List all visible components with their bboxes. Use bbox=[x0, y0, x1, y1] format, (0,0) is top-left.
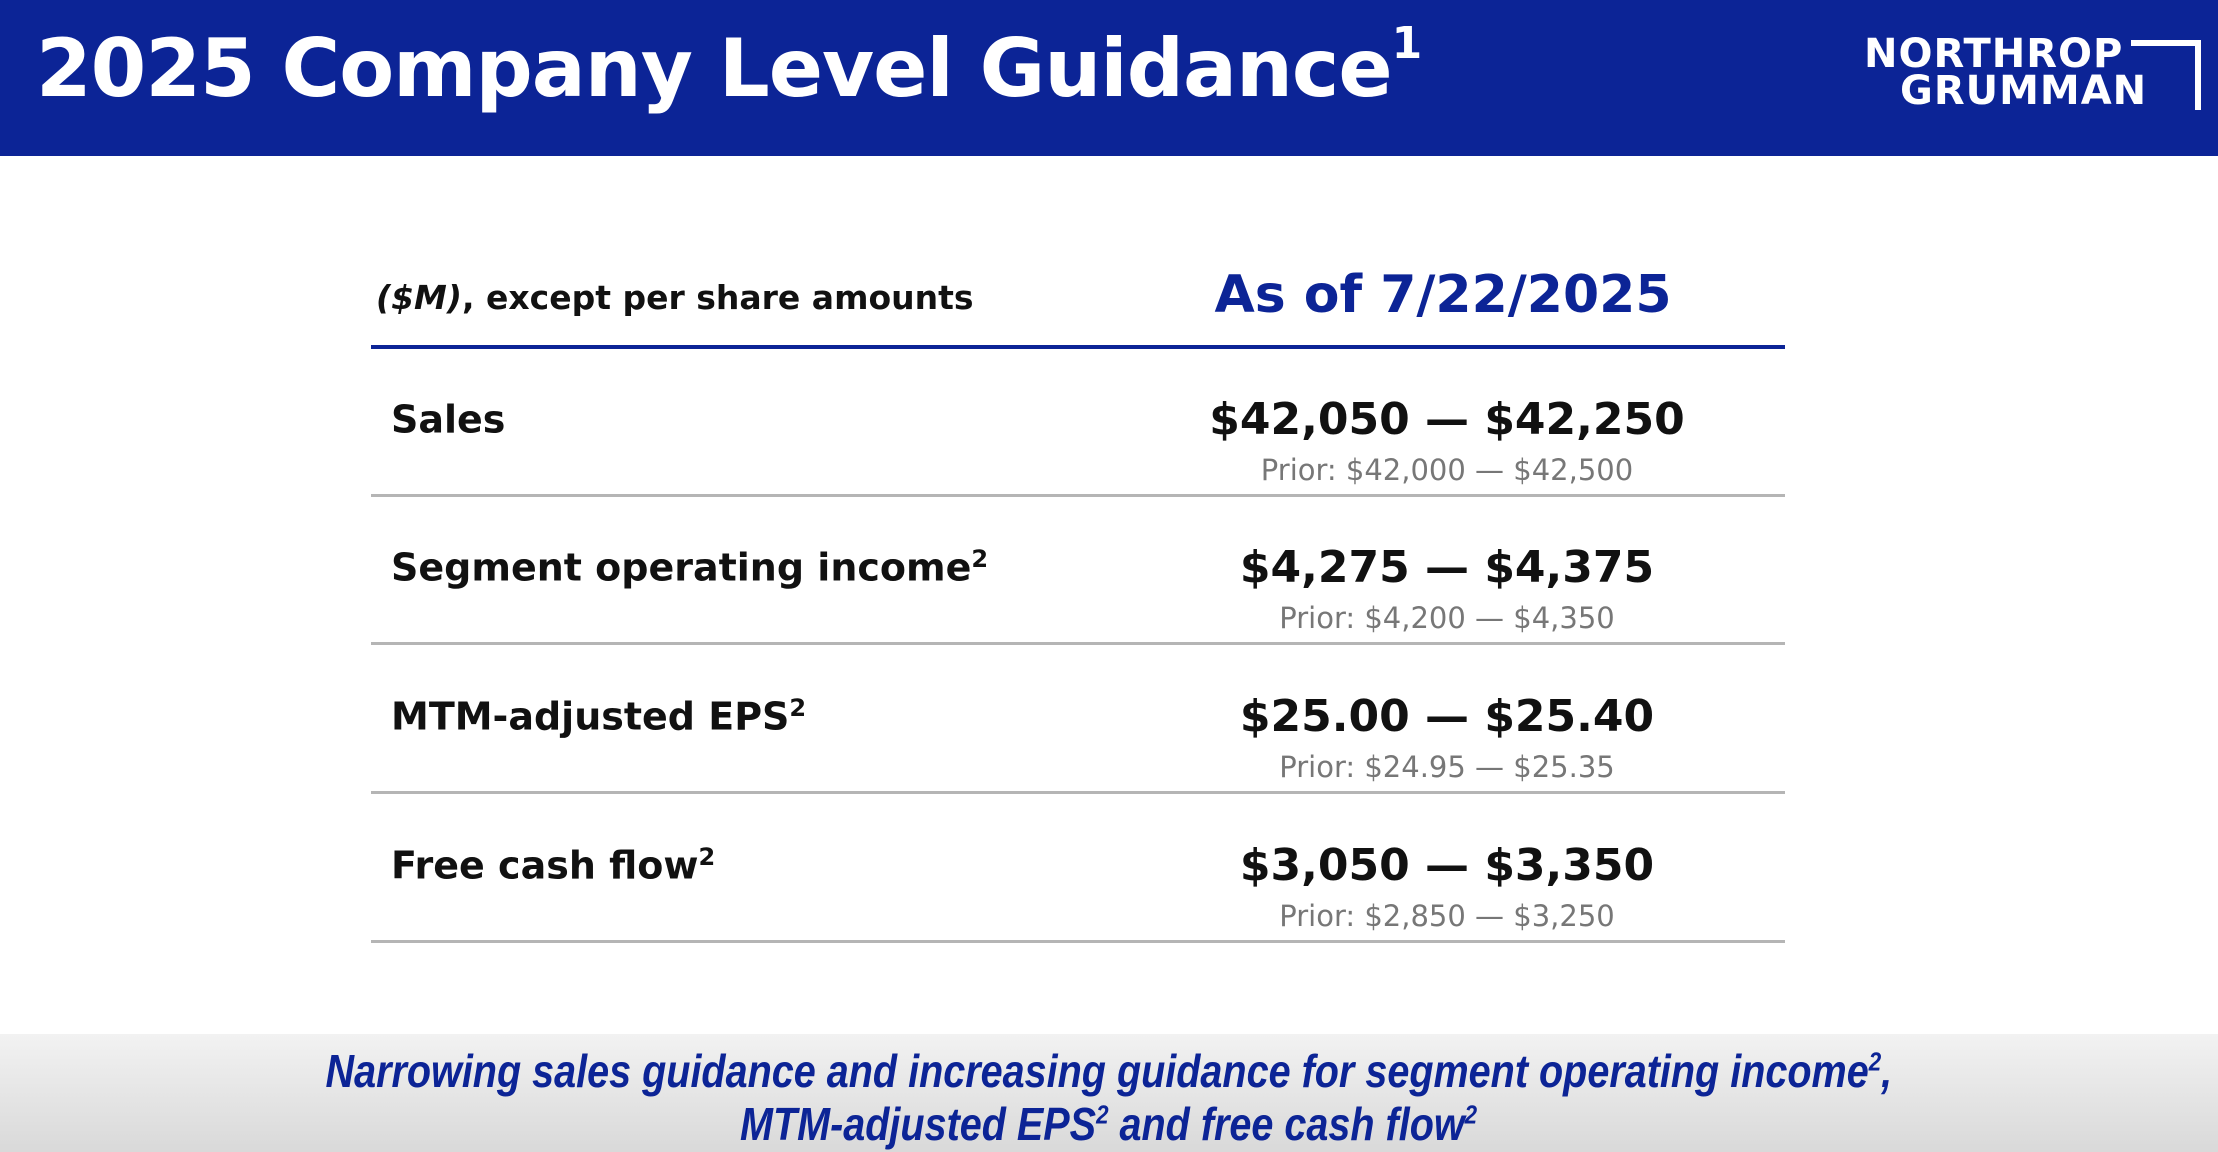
row-value: $25.00 — $25.40 bbox=[1239, 691, 1655, 742]
row-label-text: Segment operating income bbox=[391, 545, 972, 590]
table-row bbox=[371, 349, 1785, 497]
row-value: $42,050 — $42,250 bbox=[1209, 394, 1685, 445]
table-row bbox=[371, 795, 1785, 943]
footer-line-2 bbox=[0, 1097, 2218, 1151]
table-row bbox=[371, 646, 1785, 794]
title-text: 2025 Company Level Guidance bbox=[36, 22, 1392, 115]
units-label bbox=[376, 278, 974, 317]
row-label-text: Free cash flow bbox=[391, 843, 699, 888]
footer-footnote: 2 bbox=[1868, 1046, 1882, 1077]
footer-text: , bbox=[1881, 1045, 1893, 1097]
logo-line2: GRUMMAN bbox=[1900, 68, 2148, 114]
units-suffix: , except per share amounts bbox=[461, 278, 974, 317]
row-prior: Prior: $24.95 — $25.35 bbox=[1279, 750, 1615, 784]
footer-text: MTM-adjusted EPS bbox=[740, 1098, 1097, 1150]
footer-line-1 bbox=[0, 1044, 2218, 1098]
logo-line1: NORTHROP bbox=[1864, 31, 2124, 77]
footer-text: Narrowing sales guidance and increasing guidance for segment operating income bbox=[325, 1045, 1869, 1097]
row-divider bbox=[371, 791, 1785, 794]
row-label-text: Sales bbox=[391, 397, 506, 442]
row-label bbox=[391, 843, 715, 888]
row-divider bbox=[371, 642, 1785, 645]
footer-text: and free cash flow bbox=[1108, 1098, 1466, 1150]
row-prior: Prior: $42,000 — $42,500 bbox=[1260, 453, 1634, 487]
table-row bbox=[371, 497, 1785, 645]
footer-banner bbox=[0, 1034, 2218, 1152]
row-prior: Prior: $2,850 — $3,250 bbox=[1279, 899, 1615, 933]
row-footnote: 2 bbox=[971, 545, 989, 573]
header-bar bbox=[0, 0, 2218, 156]
row-footnote: 2 bbox=[698, 843, 716, 871]
logo-bracket-icon bbox=[2131, 40, 2201, 110]
row-divider bbox=[371, 940, 1785, 943]
page-title bbox=[36, 18, 1422, 115]
column-header: As of 7/22/2025 bbox=[1214, 265, 1672, 325]
row-label bbox=[391, 545, 988, 590]
row-footnote: 2 bbox=[789, 694, 807, 722]
footer-footnote: 2 bbox=[1465, 1099, 1478, 1130]
row-value: $3,050 — $3,350 bbox=[1239, 840, 1655, 891]
row-value: $4,275 — $4,375 bbox=[1239, 542, 1655, 593]
row-label bbox=[391, 397, 505, 442]
row-label-text: MTM-adjusted EPS bbox=[391, 694, 790, 739]
company-logo bbox=[1864, 31, 2148, 114]
row-prior: Prior: $4,200 — $4,350 bbox=[1279, 601, 1615, 635]
title-footnote: 1 bbox=[1391, 18, 1422, 69]
row-label bbox=[391, 694, 806, 739]
units-prefix: ($M) bbox=[376, 278, 462, 317]
footer-footnote: 2 bbox=[1096, 1099, 1109, 1130]
